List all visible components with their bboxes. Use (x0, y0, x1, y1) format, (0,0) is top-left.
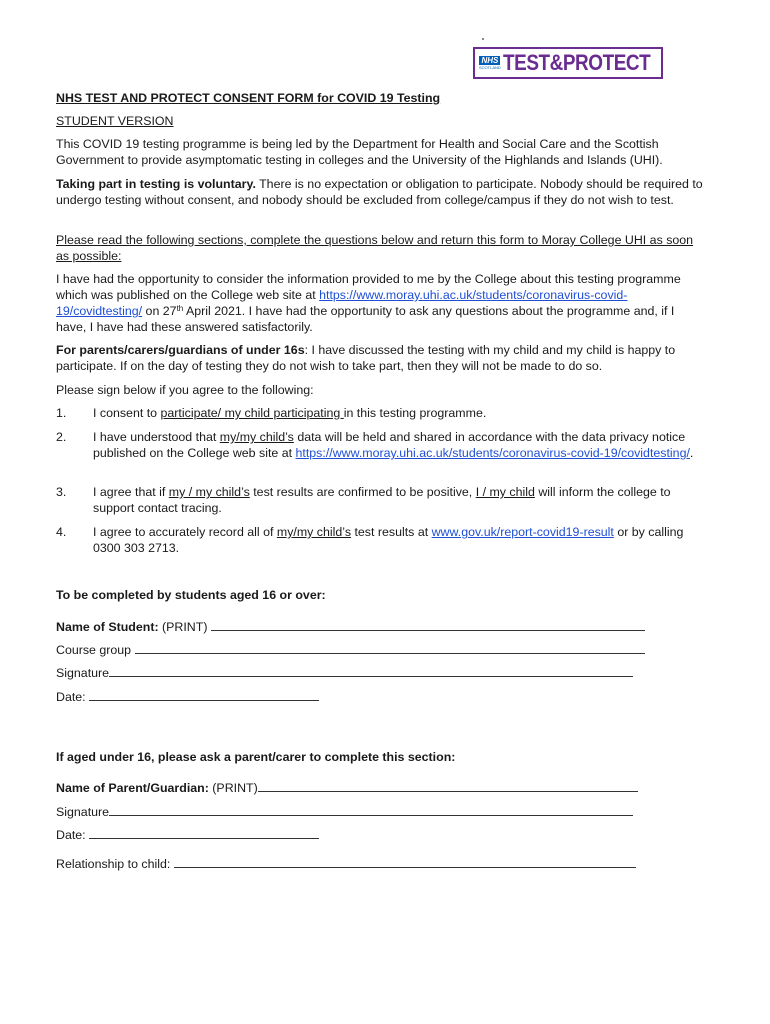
item-number: 4. (56, 525, 67, 539)
parent-name-label: Name of Parent/Guardian: (56, 781, 209, 795)
parents-bold: For parents/carers/guardians of under 16s (56, 343, 305, 357)
item-number: 3. (56, 485, 67, 499)
date-label: Date: (56, 828, 90, 842)
opportunity-text-2: on 27 (142, 304, 177, 318)
voluntary-text: There is no expectation or obligation to participate. Nobody should be required to undergo testing without consent, and nobody should be excluded from college/campus if they do not wish to test. (56, 177, 703, 207)
college-covid-link[interactable]: https://www.moray.uhi.ac.uk/students/coronavirus-covid-19/covidtesting/ (295, 446, 690, 460)
student-signature-field[interactable] (56, 664, 633, 681)
nhs-sub: SCOTLAND (479, 65, 501, 70)
signature-label: Signature (56, 666, 110, 680)
consent-item-1 (93, 405, 703, 421)
item-text: I agree to accurately record all of (93, 525, 277, 539)
item-underlined: my / my child’s (168, 485, 250, 499)
college-covid-link[interactable]: https://www.moray.uhi.ac.uk/students/coronavirus-covid-19/covidtesting/ (56, 288, 628, 318)
parent-name-line[interactable] (258, 779, 638, 792)
parent-section-heading: If aged under 16, please ask a parent/carer to complete this section: (56, 750, 456, 764)
relationship-line[interactable] (174, 855, 636, 868)
student-signature-line[interactable] (109, 664, 633, 677)
parents-text: : I have discussed the testing with my child and my child is happy to participate. If on the day of testing they do not wish to take part, then they will not be made to do so. (56, 343, 676, 373)
item-underlined: my/my child’s (276, 525, 352, 539)
parent-name-field[interactable] (56, 779, 638, 796)
form-subtitle: STUDENT VERSION (56, 114, 174, 128)
student-name-line[interactable] (211, 618, 645, 631)
signature-label: Signature (56, 805, 110, 819)
print-label: (PRINT) (208, 781, 258, 795)
intro-paragraph: This COVID 19 testing programme is being led by the Department for Health and Social Care and the Scottish Government to provide asymptomatic testing in colleges and the University of the Highlands and Islands (UHI). (56, 137, 663, 167)
student-date-line[interactable] (89, 688, 319, 701)
opportunity-text-1: I have had the opportunity to consider the information provided to me by the College about this testing programme which was published on the College web site at (56, 272, 681, 302)
opportunity-paragraph (56, 271, 706, 335)
item-text: . (689, 446, 694, 460)
parent-date-line[interactable] (89, 826, 319, 839)
item-underlined: I / my child (475, 485, 535, 499)
test-protect-brand: TEST&PROTECT (502, 50, 651, 75)
consent-item-3 (93, 484, 703, 516)
item-text: data will be held and shared in accordance with the data privacy notice published on the College web site at (93, 430, 686, 460)
relationship-field[interactable] (56, 855, 636, 872)
item-text: will inform the college to support contact tracing. (93, 485, 671, 515)
item-number: 2. (56, 430, 67, 444)
instruction-paragraph: Please read the following sections, complete the questions below and return this form to Moray College UHI as soon as possible: (56, 233, 694, 263)
item-text: I consent to (93, 406, 161, 420)
logo-mark-dot (482, 38, 484, 40)
student-name-field[interactable] (56, 618, 645, 635)
parents-paragraph (56, 342, 706, 374)
student-section-heading: To be completed by students aged 16 or over: (56, 588, 326, 602)
student-date-field[interactable] (56, 688, 319, 705)
date-label: Date: (56, 690, 90, 704)
item-text: in this testing programme. (343, 406, 487, 420)
form-title: NHS TEST AND PROTECT CONSENT FORM for COVID 19 Testing (56, 91, 441, 105)
relationship-label: Relationship to child: (56, 857, 174, 871)
student-name-label: Name of Student: (56, 620, 159, 634)
nhs-word: NHS (481, 56, 499, 65)
nhs-scotland-logo (479, 52, 501, 74)
course-group-line[interactable] (135, 641, 645, 654)
item-number: 1. (56, 406, 67, 420)
item-text: test results at (351, 525, 432, 539)
consent-item-4 (93, 524, 703, 556)
nhs-test-protect-logo (473, 47, 663, 79)
ordinal-suffix: th (176, 304, 184, 313)
course-group-field[interactable] (56, 641, 645, 658)
parent-date-field[interactable] (56, 826, 319, 843)
sign-prompt: Please sign below if you agree to the following: (56, 383, 314, 397)
gov-report-link[interactable]: www.gov.uk/report-covid19-result (431, 525, 614, 539)
print-label: (PRINT) (158, 620, 211, 634)
item-text: I have understood that (93, 430, 220, 444)
parent-signature-line[interactable] (109, 803, 633, 816)
item-text: test results are confirmed to be positive, (249, 485, 476, 499)
parent-signature-field[interactable] (56, 803, 633, 820)
voluntary-bold: Taking part in testing is voluntary. (56, 177, 256, 191)
item-underlined: participate/ my child participating (160, 406, 344, 420)
voluntary-paragraph (56, 176, 706, 208)
item-underlined: my/my child’s (219, 430, 294, 444)
course-group-label: Course group (56, 643, 135, 657)
item-text: I agree that if (93, 485, 169, 499)
item-text: or by calling 0300 303 2713. (93, 525, 684, 555)
opportunity-text-3: April 2021. I have had the opportunity to ask any questions about the programme and, if I have, I have had these answered satisfactorily. (56, 304, 675, 334)
consent-item-2 (93, 429, 703, 461)
